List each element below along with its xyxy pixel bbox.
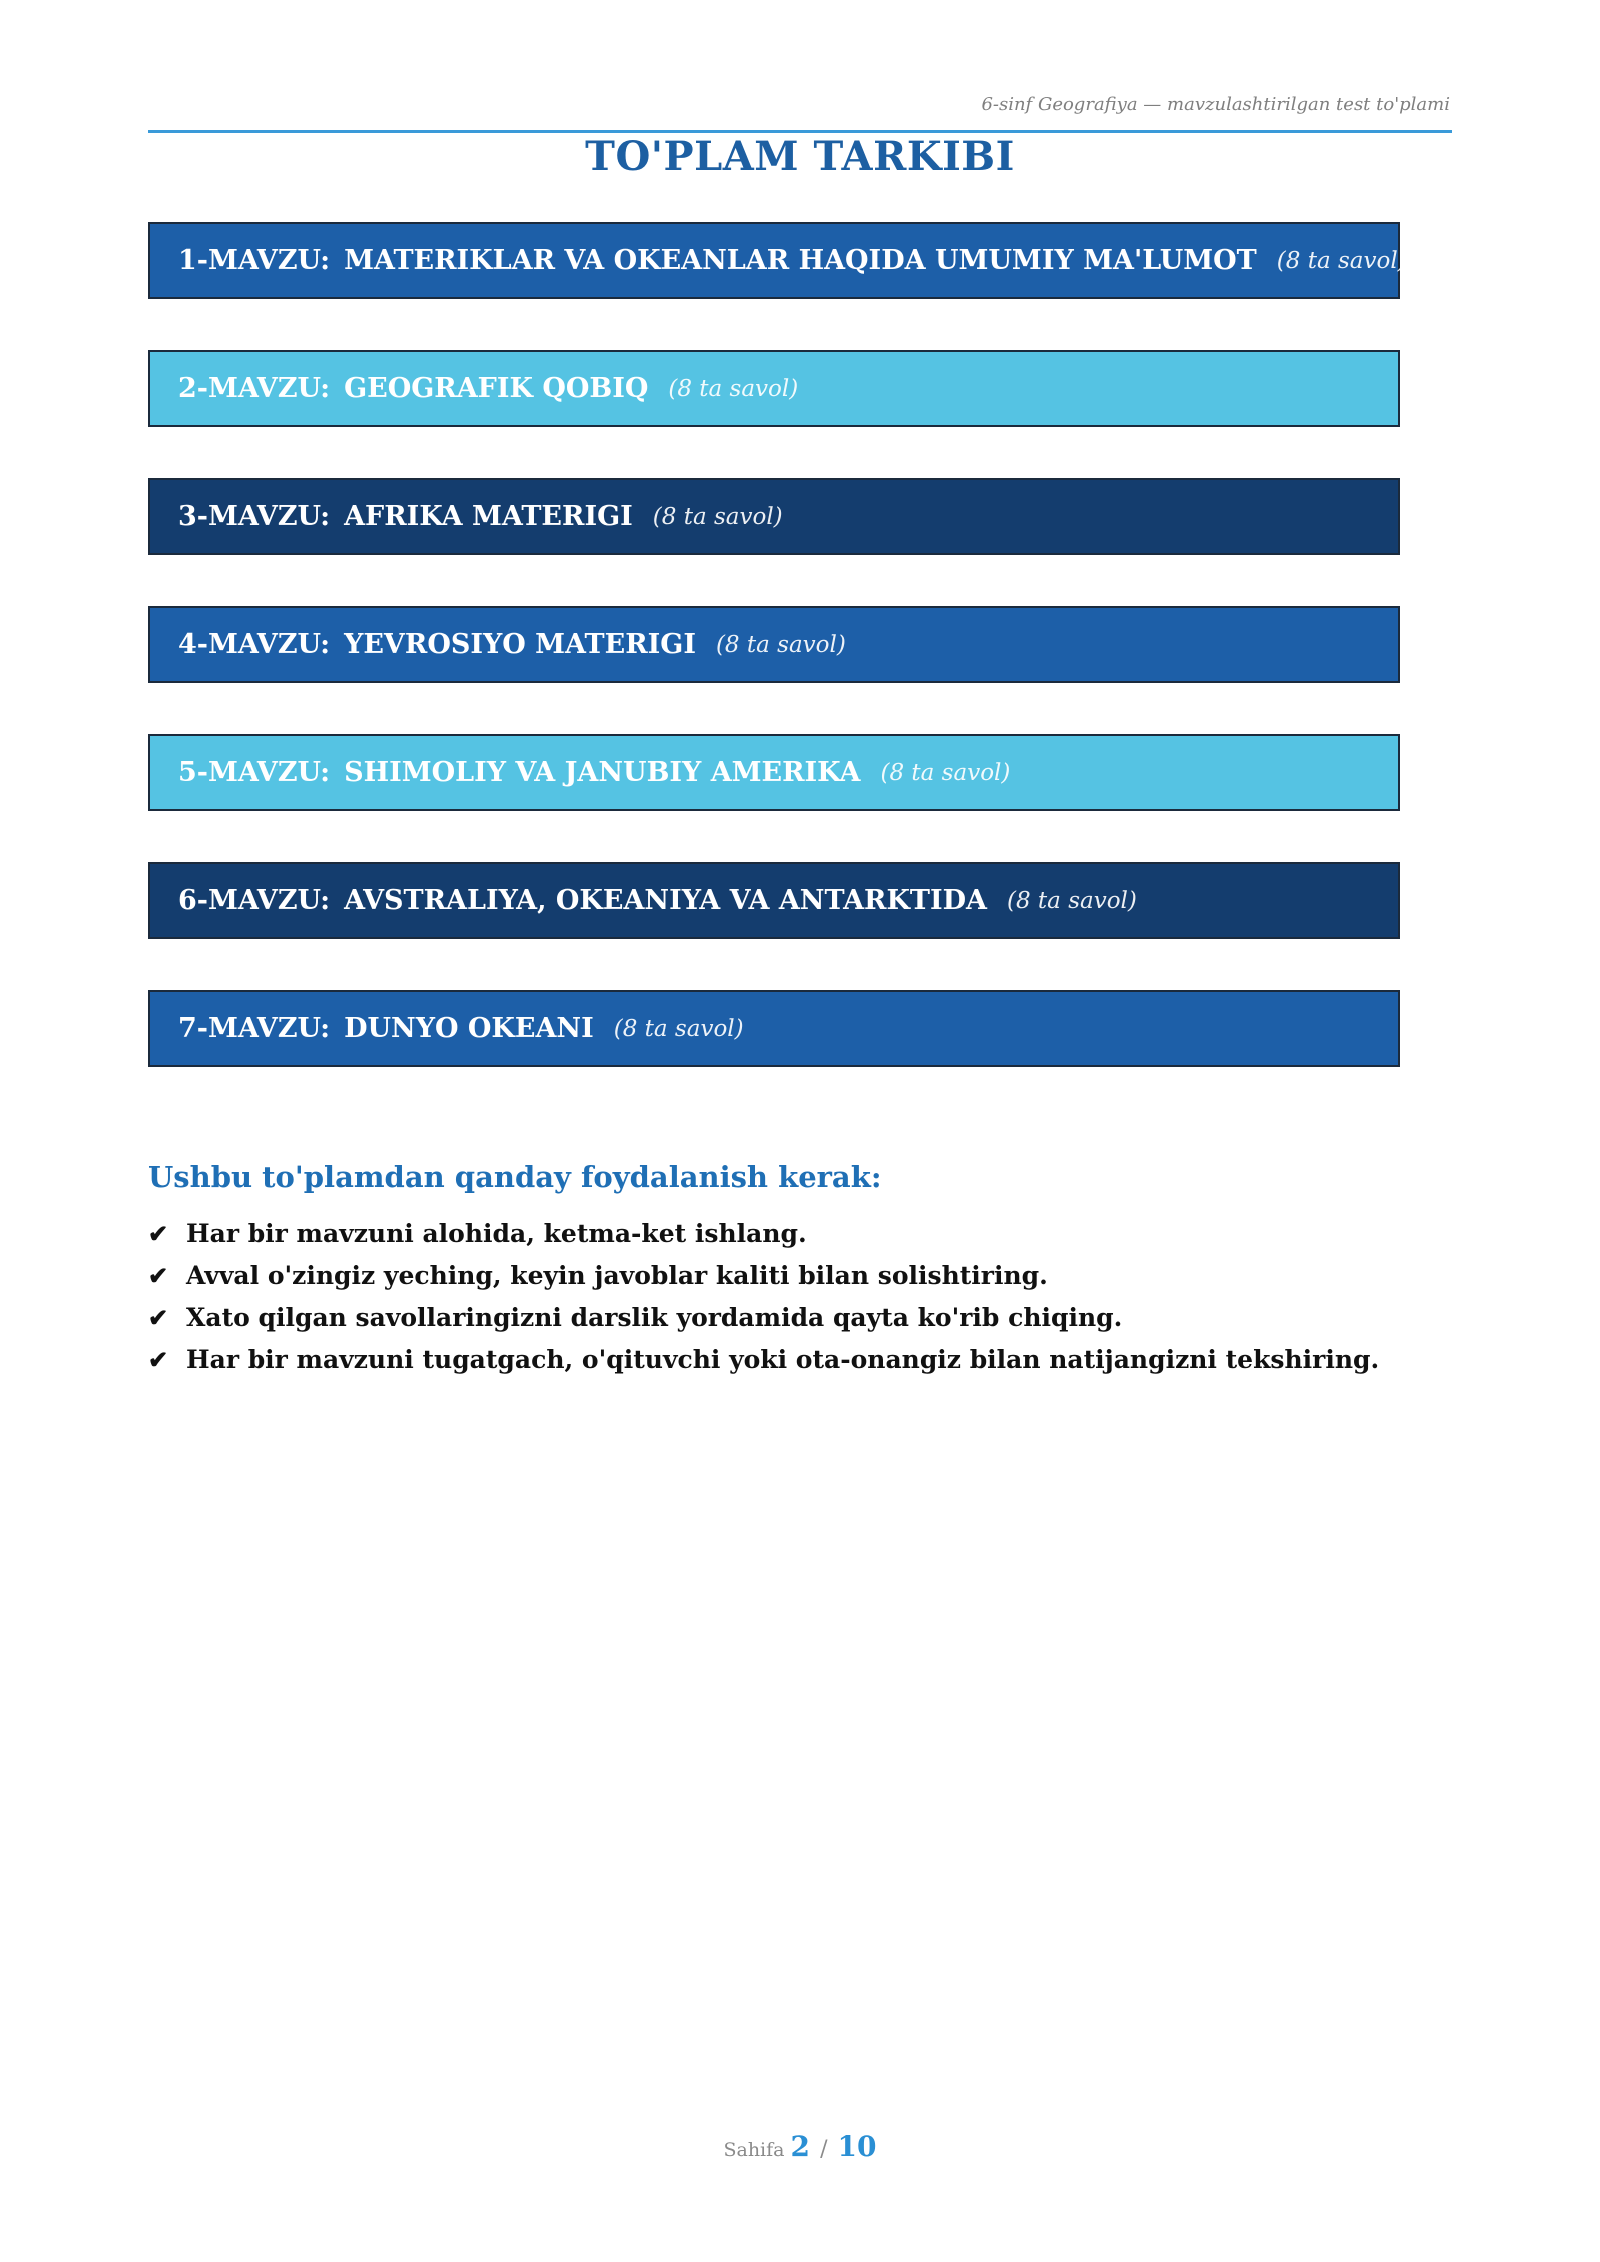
topic-name: AFRIKA MATERIGI [344, 501, 633, 532]
topic-box-5 [148, 734, 1400, 811]
topic-number: 7-MAVZU: [178, 1013, 331, 1044]
topic-name: GEOGRAFIK QOBIQ [344, 373, 649, 404]
usage-text: Xato qilgan savollaringizni darslik yordamida qayta ko'rib chiqing. [186, 1302, 1123, 1332]
usage-text: Har bir mavzuni tugatgach, o'qituvchi yoki ota-onangiz bilan natijangizni tekshiring. [186, 1344, 1380, 1374]
topic-number: 5-MAVZU: [178, 757, 331, 788]
page-footer [0, 2130, 1600, 2163]
page-label: Sahifa [723, 2139, 785, 2161]
total-pages: 10 [837, 2130, 877, 2163]
topic-question-count: (8 ta savol) [613, 1015, 744, 1042]
topic-number: 6-MAVZU: [178, 885, 331, 916]
topic-number: 2-MAVZU: [178, 373, 331, 404]
list-item [148, 1254, 1379, 1296]
topic-question-count: (8 ta savol) [1007, 887, 1137, 914]
topic-number: 1-MAVZU: [178, 245, 331, 276]
checkmark-icon: ✔ [148, 1344, 169, 1374]
current-page: 2 [790, 2130, 811, 2163]
topic-question-count: (8 ta savol) [880, 759, 1011, 786]
checkmark-icon: ✔ [148, 1260, 169, 1290]
list-item [148, 1296, 1379, 1338]
topic-question-count: (8 ta savol) [652, 503, 783, 530]
topic-name: AVSTRALIYA, OKEANIYA VA ANTARKTIDA [344, 885, 988, 916]
topic-number: 4-MAVZU: [178, 629, 331, 660]
topic-box-4 [148, 606, 1400, 683]
topic-box-1 [148, 222, 1407, 299]
checkmark-icon: ✔ [148, 1302, 169, 1332]
topic-question-count: (8 ta savol) [668, 375, 799, 402]
page-title: TO'PLAM TARKIBI [585, 133, 1015, 180]
topic-box-7 [148, 990, 1400, 1067]
list-item [148, 1212, 1379, 1254]
usage-list [148, 1212, 1379, 1380]
usage-text: Har bir mavzuni alohida, ketma-ket ishlang. [186, 1218, 807, 1248]
page-separator: / [820, 2137, 828, 2162]
usage-heading: Ushbu to'plamdan qanday foydalanish kerak: [148, 1160, 882, 1194]
checkmark-icon: ✔ [148, 1218, 169, 1248]
list-item [148, 1338, 1379, 1380]
topic-name: MATERIKLAR VA OKEANLAR HAQIDA UMUMIY MA'LUMOT [344, 245, 1257, 276]
topic-name: DUNYO OKEANI [344, 1013, 594, 1044]
running-header: 6-sinf Geografiya — mavzulashtirilgan test to'plami [981, 94, 1450, 115]
topic-name: SHIMOLIY VA JANUBIY AMERIKA [344, 757, 861, 788]
usage-text: Avval o'zingiz yeching, keyin javoblar kaliti bilan solishtiring. [186, 1260, 1048, 1290]
topic-list [148, 222, 1407, 1118]
topic-box-3 [148, 478, 1400, 555]
topic-box-6 [148, 862, 1400, 939]
topic-question-count: (8 ta savol) [1276, 247, 1407, 274]
topic-name: YEVROSIYO MATERIGI [344, 629, 696, 660]
topic-number: 3-MAVZU: [178, 501, 331, 532]
topic-question-count: (8 ta savol) [715, 631, 846, 658]
topic-box-2 [148, 350, 1400, 427]
